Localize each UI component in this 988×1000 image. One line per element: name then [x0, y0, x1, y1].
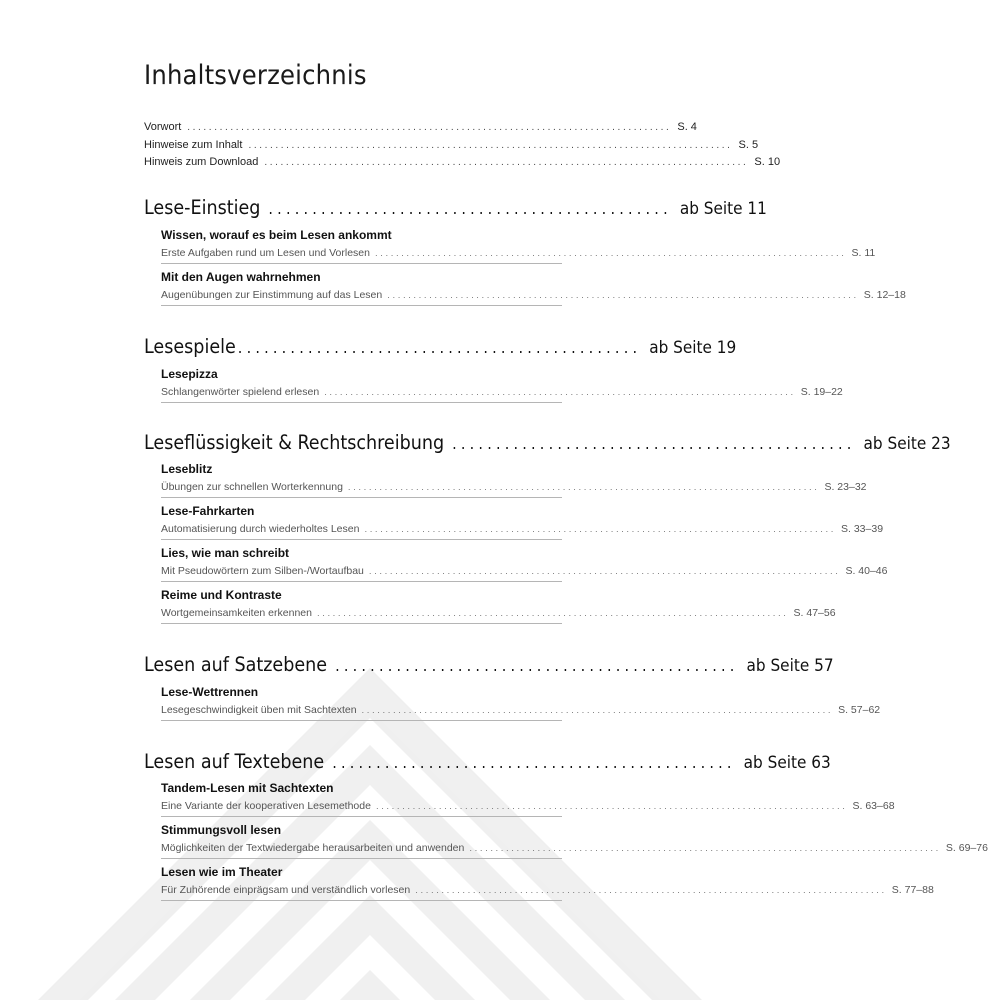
dot-leader: .......................................................................................... — [387, 290, 859, 301]
entry-heading[interactable]: Lies, wie man schreibt — [161, 546, 290, 560]
entry-heading[interactable]: Tandem-Lesen mit Sachtexten — [161, 781, 334, 795]
section-header-lese-einstieg[interactable] — [144, 196, 767, 219]
entry-description: Lesegeschwindigkeit üben mit Sachtexten — [161, 704, 357, 716]
divider — [161, 858, 562, 859]
entry-description-row — [161, 523, 884, 535]
section-page: ab Seite 19 — [649, 338, 737, 358]
entry-heading[interactable]: Stimmungsvoll lesen — [161, 823, 282, 837]
dot-leader: .......................................................................................... — [415, 885, 887, 896]
section-title: Lesespiele — [144, 335, 236, 358]
toc-entry-vorwort[interactable] — [144, 121, 697, 133]
section-header-leseflussigkeit[interactable] — [144, 431, 951, 454]
entry-description: Für Zuhörende einprägsam und verständlich vorlesen — [161, 884, 411, 896]
entry-description-row — [161, 607, 836, 619]
section-title: Leseflüssigkeit & Rechtschreibung — [144, 431, 445, 454]
dot-leader: .......................................................................................... — [316, 608, 789, 619]
entry-description: Schlangenwörter spielend erlesen — [161, 386, 320, 398]
dot-leader: .......................................................................................... — [368, 566, 841, 577]
entry-label: Hinweise zum Inhalt — [144, 139, 243, 151]
dot-leader: .............................................. — [452, 434, 856, 453]
section-header-textebene[interactable] — [144, 750, 831, 773]
entry-heading[interactable]: Reime und Kontraste — [161, 588, 282, 602]
entry-heading[interactable]: Lese-Fahrkarten — [161, 504, 255, 518]
entry-description-row — [161, 800, 895, 812]
entry-page: S. 33–39 — [841, 523, 884, 535]
dot-leader: .............................................. — [237, 338, 642, 357]
entry-heading[interactable]: Leseblitz — [161, 462, 213, 476]
entry-page: S. 10 — [754, 156, 781, 168]
divider — [161, 497, 562, 498]
section-title: Lesen auf Textebene — [144, 750, 325, 773]
entry-page: S. 4 — [677, 121, 697, 133]
entry-page: S. 12–18 — [863, 289, 906, 301]
entry-page: S. 69–76 — [945, 842, 988, 854]
entry-description-row — [161, 884, 934, 896]
entry-page: S. 57–62 — [838, 704, 881, 716]
entry-page: S. 19–22 — [800, 386, 843, 398]
entry-heading[interactable]: Lesen wie im Theater — [161, 865, 283, 879]
entry-description: Automatisierung durch wiederholtes Lesen — [161, 523, 360, 535]
entry-label: Hinweis zum Download — [144, 156, 259, 168]
divider — [161, 305, 562, 306]
dot-leader: .......................................................................................... — [374, 248, 847, 259]
dot-leader: .......................................................................................... — [469, 843, 941, 854]
entry-page: S. 77–88 — [891, 884, 934, 896]
section-title: Lesen auf Satzebene — [144, 653, 328, 676]
dot-leader: .......................................................................................... — [264, 157, 749, 168]
dot-leader: .......................................................................................... — [248, 140, 733, 151]
dot-leader: .......................................................................................... — [347, 482, 820, 493]
entry-description: Wortgemeinsamkeiten erkennen — [161, 607, 312, 619]
entry-heading[interactable]: Wissen, worauf es beim Lesen ankommt — [161, 228, 392, 242]
entry-page: S. 11 — [851, 247, 876, 259]
section-page: ab Seite 63 — [743, 753, 831, 773]
entry-description: Übungen zur schnellen Worterkennung — [161, 481, 343, 493]
dot-leader: .......................................................................................... — [324, 387, 796, 398]
entry-description: Möglichkeiten der Textwiedergabe herausarbeiten und anwenden — [161, 842, 465, 854]
divider — [161, 720, 562, 721]
entry-description-row — [161, 704, 881, 716]
entry-description: Mit Pseudowörtern zum Silben-/Wortaufbau — [161, 565, 364, 577]
divider — [161, 263, 562, 264]
entry-description-row — [161, 565, 888, 577]
entry-description: Eine Variante der kooperativen Lesemethode — [161, 800, 371, 812]
entry-heading[interactable]: Lesepizza — [161, 367, 218, 381]
divider — [161, 816, 562, 817]
toc-entry-hinweise-inhalt[interactable] — [144, 139, 759, 151]
entry-description-row — [161, 842, 988, 854]
entry-page: S. 63–68 — [852, 800, 895, 812]
divider — [161, 900, 562, 901]
entry-description-row — [161, 481, 867, 493]
dot-leader: .............................................. — [335, 656, 739, 675]
dot-leader: .......................................................................................... — [375, 801, 848, 812]
entry-heading[interactable]: Lese-Wettrennen — [161, 685, 259, 699]
dot-leader: .......................................................................................... — [187, 122, 672, 133]
dot-leader: .............................................. — [332, 753, 736, 772]
section-header-satzebene[interactable] — [144, 653, 834, 676]
toc-entry-hinweis-download[interactable] — [144, 156, 781, 168]
section-page: ab Seite 11 — [679, 199, 767, 219]
page-title: Inhaltsverzeichnis — [144, 60, 367, 91]
entry-description: Erste Aufgaben rund um Lesen und Vorlesen — [161, 247, 370, 259]
entry-description-row — [161, 386, 843, 398]
entry-description: Augenübungen zur Einstimmung auf das Lesen — [161, 289, 383, 301]
divider — [161, 402, 562, 403]
dot-leader: .......................................................................................... — [361, 705, 834, 716]
entry-page: S. 40–46 — [845, 565, 888, 577]
dot-leader: .......................................................................................... — [364, 524, 836, 535]
entry-page: S. 47–56 — [793, 607, 836, 619]
entry-label: Vorwort — [144, 121, 182, 133]
section-page: ab Seite 57 — [746, 656, 834, 676]
entry-page: S. 23–32 — [824, 481, 867, 493]
divider — [161, 581, 562, 582]
section-header-lesespiele[interactable] — [144, 335, 737, 358]
entry-heading[interactable]: Mit den Augen wahrnehmen — [161, 270, 321, 284]
section-title: Lese-Einstieg — [144, 196, 261, 219]
dot-leader: .............................................. — [268, 199, 672, 218]
section-page: ab Seite 23 — [863, 434, 951, 454]
divider — [161, 623, 562, 624]
entry-description-row — [161, 289, 906, 301]
entry-page: S. 5 — [738, 139, 759, 151]
entry-description-row — [161, 247, 876, 259]
divider — [161, 539, 562, 540]
